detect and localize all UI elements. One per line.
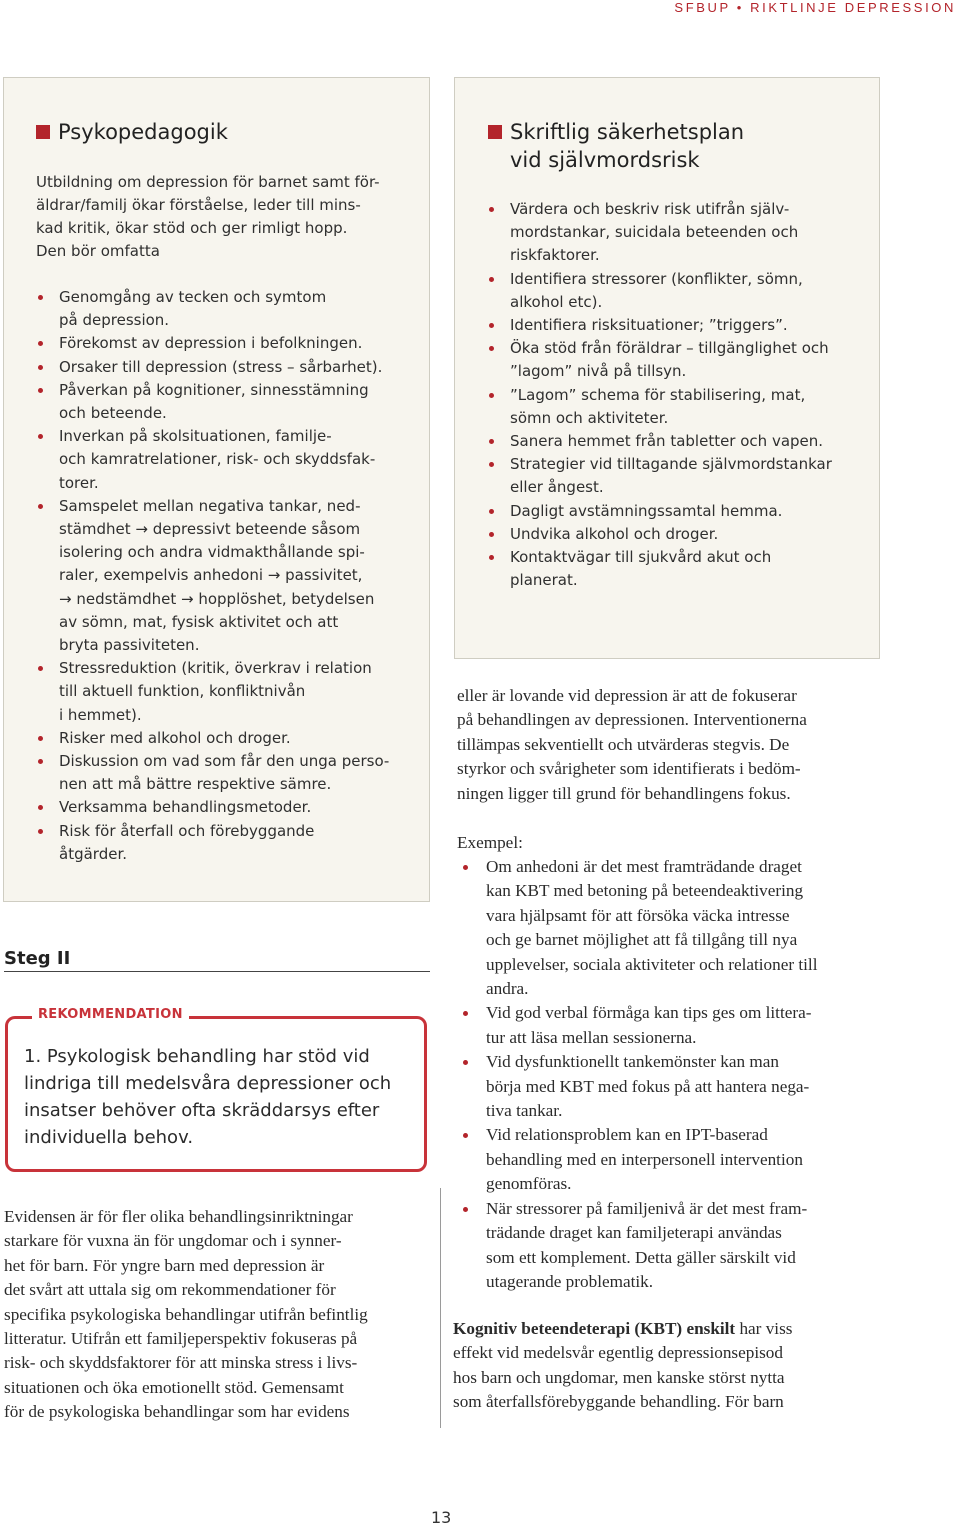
text-line: isolering och andra vidmakthållande spi-: [59, 543, 365, 562]
text-line: Förekomst av depression i befolkningen.: [59, 334, 363, 353]
text-line: tur att läsa mellan sessionerna.: [486, 1027, 697, 1047]
text-line: utagerande problematik.: [486, 1271, 654, 1291]
text-line: risk- och skyddsfaktorer för att minska stress i livs-: [4, 1353, 358, 1373]
text-line: Identifiera stressorer (konflikter, sömn,: [510, 269, 803, 288]
text-line: Orsaker till depression (stress – sårbarhet).: [59, 357, 383, 376]
text-line: för de psykologiska behandlingar som har evidens: [4, 1402, 350, 1422]
text-line: äldrar/familj ökar förståelse, leder till mins-: [36, 196, 361, 214]
text-line: Risk för återfall och förebyggande: [59, 821, 315, 840]
text-line: nen att må bättre respektive sämre.: [59, 775, 332, 794]
list-item: [37, 796, 405, 819]
text-line: trädande draget kan familjeterapi användas: [486, 1223, 782, 1243]
list-item: [488, 314, 854, 337]
text-line: Risker med alkohol och droger.: [59, 728, 291, 747]
red-square-icon: [36, 125, 50, 139]
text-line: het för barn. För yngre barn med depression är: [4, 1255, 325, 1275]
text-line: av sömn, mat, fysisk aktivitet och att: [59, 612, 339, 631]
text-line: bryta passiviteten.: [59, 636, 200, 655]
text-line: individuella behov.: [24, 1127, 194, 1148]
text-line: som ett komplement. Detta gäller särskilt vid: [486, 1247, 796, 1267]
text-line: vid självmordsrisk: [510, 148, 700, 172]
example-label: Exempel:: [457, 833, 523, 852]
text-line: Utbildning om depression för barnet samt för-: [36, 173, 380, 191]
kbt-bold-lead: Kognitiv beteendeterapi (KBT) enskilt: [453, 1319, 736, 1338]
text-line: börja med KBT med fokus på att hantera nega-: [486, 1076, 810, 1096]
text-line: Kontaktvägar till sjukvård akut och: [510, 548, 772, 567]
header-title: RIKTLINJE DEPRESSION: [750, 0, 956, 15]
sakerhetsplan-list: [488, 198, 854, 592]
text-line: Vid god verbal förmåga kan tips ges om littera-: [486, 1003, 812, 1023]
text-line: upplevelser, sociala aktiviteter och relationer till: [486, 954, 818, 974]
text-line: i hemmet).: [59, 705, 142, 724]
text-line: Sanera hemmet från tabletter och vapen.: [510, 432, 824, 451]
list-item: [37, 286, 405, 332]
list-item: [37, 356, 405, 379]
header-org: SFBUP: [674, 0, 731, 15]
text-line: mordstankar, suicidala beteenden och: [510, 223, 799, 242]
list-item: [488, 523, 854, 546]
psykopedagogik-heading-text: Psykopedagogik: [58, 120, 228, 144]
psykopedagogik-heading: [36, 118, 228, 146]
text-line: sömn och aktiviteter.: [510, 408, 669, 427]
text-line: Påverkan på kognitioner, sinnesstämning: [59, 380, 369, 399]
text-line: Den bör omfatta: [36, 242, 160, 260]
text-line: åtgärder.: [59, 844, 127, 863]
list-item: [488, 337, 854, 383]
text-line: ”Lagom” schema för stabilisering, mat,: [510, 385, 806, 404]
text-line: behandling med en interpersonell intervention: [486, 1149, 803, 1169]
text-line: Undvika alkohol och droger.: [510, 524, 719, 543]
list-item: [488, 198, 854, 268]
column-divider: [440, 1188, 441, 1428]
red-square-icon: [488, 125, 502, 139]
page-number: 13: [431, 1508, 452, 1527]
text-line: ningen ligger till grund för behandlingens fokus.: [457, 783, 791, 803]
text-line: som återfallsförebyggande behandling. För barn: [453, 1392, 784, 1412]
header-separator: •: [736, 0, 744, 15]
text-line: styrkor och svårigheter som identifierats i bedöm-: [457, 759, 801, 779]
text-line: Samspelet mellan negativa tankar, ned-: [59, 496, 361, 515]
text-line: Inverkan på skolsituationen, familje-: [59, 427, 332, 446]
text-line: på behandlingen av depressionen. Interventionerna: [457, 710, 807, 730]
list-item: [37, 657, 405, 727]
kbt-rest-lines: [453, 1343, 785, 1411]
example-list: [460, 855, 875, 1294]
list-item: [37, 379, 405, 425]
text-line: specifika psykologiska behandlingar utifrån befintlig: [4, 1304, 368, 1324]
list-item: [37, 727, 405, 750]
text-line: och beteende.: [59, 404, 167, 423]
text-line: raler, exempelvis anhedoni → passivitet,: [59, 566, 363, 585]
text-line: andra.: [486, 979, 529, 999]
text-line: eller är lovande vid depression är att de fokuserar: [457, 686, 797, 705]
text-line: Diskussion om vad som får den unga perso-: [59, 752, 390, 771]
text-line: på depression.: [59, 311, 170, 330]
text-line: kan KBT med betoning på beteendeaktivering: [486, 881, 804, 901]
text-line: tillämpas sekventiellt och utvärderas stegvis. De: [457, 734, 790, 754]
text-line: Verksamma behandlingsmetoder.: [59, 798, 312, 817]
kbt-paragraph: [453, 1317, 873, 1415]
text-line: Vid dysfunktionellt tankemönster kan man: [486, 1052, 780, 1072]
psykopedagogik-list: [37, 286, 405, 866]
text-line: 1. Psykologisk behandling har stöd vid: [24, 1046, 370, 1067]
sakerhetsplan-heading-text: [510, 118, 744, 174]
text-line: kad kritik, ökar stöd och ger rimligt hopp.: [36, 219, 348, 237]
sakerhetsplan-heading: [488, 118, 868, 174]
text-line: det svårt att uttala sig om rekommendationer för: [4, 1280, 336, 1300]
list-item: [488, 500, 854, 523]
body-text-right: [457, 684, 877, 806]
text-line: effekt vid medelsvår egentlig depressionsepisod: [453, 1343, 783, 1363]
list-item: [488, 546, 854, 592]
text-line: Evidensen är för fler olika behandlingsinriktningar: [4, 1207, 353, 1226]
body-text-left: [4, 1205, 430, 1425]
text-line: alkohol etc).: [510, 292, 603, 311]
list-item: [488, 430, 854, 453]
text-line: och ge barnet möjlighet att få tillgång till nya: [486, 930, 798, 950]
list-item: [37, 332, 405, 355]
text-line: situationen och öka emotionellt stöd. Gemensamt: [4, 1377, 344, 1397]
text-line: litteratur. Utifrån ett familjeperspektiv fokuseras på: [4, 1329, 358, 1349]
recommendation-text: [24, 1043, 419, 1151]
list-item: [460, 1050, 875, 1123]
text-line: eller ångest.: [510, 478, 604, 497]
text-line: torer.: [59, 473, 99, 492]
text-line: och kamratrelationer, risk- och skyddsfak-: [59, 450, 376, 469]
text-line: tiva tankar.: [486, 1101, 563, 1121]
text-line: Dagligt avstämningssamtal hemma.: [510, 501, 783, 520]
list-item: [460, 1001, 875, 1050]
text-line: till aktuell funktion, konfliktnivån: [59, 682, 306, 701]
kbt-first-line-rest: har viss: [735, 1319, 793, 1338]
text-line: Strategier vid tilltagande självmordstankar: [510, 455, 832, 474]
text-line: lindriga till medelsvåra depressioner och: [24, 1073, 392, 1094]
psykopedagogik-intro: [36, 171, 416, 263]
text-line: ”lagom” nivå på tillsyn.: [510, 362, 687, 381]
list-item: [488, 268, 854, 314]
recommendation-label: REKOMMENDATION: [32, 1007, 189, 1022]
steg-heading: Steg II: [4, 948, 430, 972]
list-item: [37, 750, 405, 796]
text-line: stämdhet → depressivt beteende såsom: [59, 520, 361, 539]
list-item: [37, 820, 405, 866]
list-item: [460, 1123, 875, 1196]
text-line: → nedstämdhet → hopplöshet, betydelsen: [59, 589, 375, 608]
text-line: hos barn och ungdomar, men kanske störst nytta: [453, 1367, 785, 1387]
text-line: riskfaktorer.: [510, 246, 600, 265]
text-line: Skriftlig säkerhetsplan: [510, 120, 745, 144]
text-line: När stressorer på familjenivå är det mest fram-: [486, 1198, 808, 1218]
list-item: [460, 855, 875, 1001]
text-line: Om anhedoni är det mest framträdande draget: [486, 857, 802, 876]
text-line: Genomgång av tecken och symtom: [59, 288, 327, 306]
text-line: starkare för vuxna än för ungdomar och i synner-: [4, 1231, 342, 1251]
running-header: [674, 0, 956, 15]
text-line: Identifiera risksituationer; ”triggers”.: [510, 316, 788, 335]
text-line: genomföras.: [486, 1174, 572, 1194]
text-line: Öka stöd från föräldrar – tillgänglighet och: [510, 339, 829, 358]
list-item: [37, 495, 405, 657]
list-item: [488, 384, 854, 430]
text-line: Vid relationsproblem kan en IPT-baserad: [486, 1125, 768, 1145]
text-line: planerat.: [510, 571, 578, 590]
text-line: insatser behöver ofta skräddarsys efter: [24, 1100, 380, 1121]
list-item: [460, 1197, 875, 1295]
list-item: [37, 425, 405, 495]
text-line: Stressreduktion (kritik, överkrav i relation: [59, 659, 372, 678]
list-item: [488, 453, 854, 499]
text-line: Värdera och beskriv risk utifrån själv-: [510, 200, 790, 218]
text-line: vara hjälpsamt för att försöka väcka intresse: [486, 905, 790, 925]
